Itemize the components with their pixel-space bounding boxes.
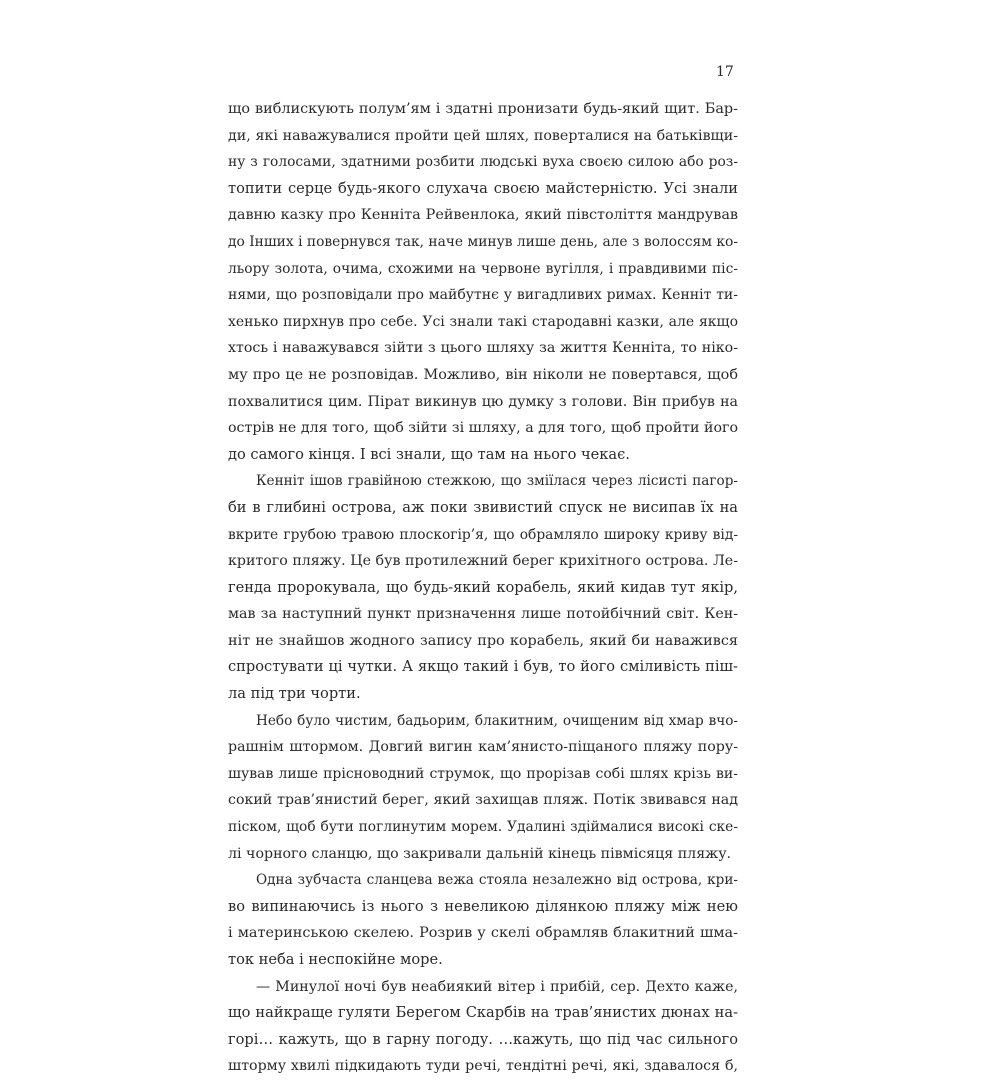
text-line: ну з голосами, здатними розбити людські вуха своєю силою або роз- — [228, 154, 738, 171]
text-line: хтось і наважувався зійти з цього шляху за життя Кенніта, то ніко- — [228, 340, 738, 357]
text-line: — Минулої ночі був неабиякий вітер і прибій, сер. Дехто каже, — [256, 978, 738, 995]
text-line: лі чорного сланцю, що закривали дальній кінець півмісяця пляжу. — [228, 845, 732, 862]
text-line: похвалитися цим. Пірат викинув цю думку з голови. Він прибув на — [228, 393, 738, 410]
text-line: до самого кінця. І всі знали, що там на нього чекає. — [228, 445, 630, 463]
text-line: критого пляжу. Це був протилежний берег крихітного острова. Ле- — [228, 553, 738, 570]
text-line: Кенніт ішов гравійною стежкою, що зміїлася через лісисті пагор- — [256, 473, 738, 490]
text-line: хенько пирхнув про себе. Усі знали такі стародавні казки, але якщо — [228, 313, 738, 330]
text-line: льору золота, очима, схожими на червоне вугілля, і правдивими піс- — [228, 260, 738, 277]
text-line: шторму хвилі підкидають туди речі, тендітні речі, які, здавалося б, — [228, 1058, 738, 1075]
text-line: ди, які наважувалися пройти цей шлях, поверталися на батьківщи- — [228, 127, 738, 144]
text-line: мав за наступний пункт призначення лише потойбічний світ. Кен- — [228, 606, 738, 623]
text-line: рашнім штормом. Довгий вигин кам’янисто-піщаного пляжу пору- — [228, 739, 738, 756]
text-line: спростувати ці чутки. А якщо такий і був, то його сміливість піш- — [228, 658, 738, 676]
text-line: Небо було чистим, бадьорим, блакитним, очищеним від хмар вчо- — [256, 712, 738, 729]
text-line: піском, щоб бути поглинутим морем. Удалині здіймалися високі ске- — [228, 819, 738, 836]
body-text — [228, 96, 738, 1080]
text-line: до Інших і повернувся так, наче минув лише день, але з волоссям ко- — [228, 233, 738, 250]
text-line: давню казку про Кенніта Рейвенлока, який півстоліття мандрував — [228, 207, 738, 224]
text-line: Одна зубчаста сланцева вежа стояла незалежно від острова, кри- — [256, 872, 738, 889]
text-line: нями, що розповідали про майбутнє у вигадливих римах. Кенніт ти- — [228, 287, 738, 304]
text-line: горі… кажуть, що в гарну погоду. …кажуть, що під час сильного — [228, 1030, 738, 1048]
text-line: що найкраще гуляти Берегом Скарбів на трав’янистих дюнах на- — [228, 1004, 738, 1022]
text-line: ла під три чорти. — [228, 685, 361, 703]
text-line: му про це не розповідав. Можливо, він ніколи не повертався, щоб — [228, 366, 738, 383]
text-line: во випинаючись із нього з невеликою ділянкою пляжу між нею — [228, 897, 738, 915]
text-line: що виблискують полум’ям і здатні пронизати будь-який щит. Бар- — [228, 101, 738, 117]
text-line: ніт не знайшов жодного запису про корабель, який би наважився — [228, 632, 738, 649]
text-line: острів не для того, щоб зійти зі шляху, а для того, щоб пройти його — [228, 420, 738, 437]
text-line: генда пророкувала, що будь-який корабель, який кидав тут якір, — [228, 578, 738, 596]
text-line: вкрите грубою травою плоскогір’я, що обрамляло широку криву від- — [228, 526, 738, 543]
text-line: і материнською скелею. Розрив у скелі обрамляв блакитний шма- — [228, 925, 738, 942]
text-line: би в глибині острова, аж поки звивистий спуск не висипав їх на — [228, 498, 738, 516]
text-line: сокий трав’янистий берег, який захищав пляж. Потік звивався над — [228, 792, 738, 809]
page-number: 17 — [716, 64, 734, 80]
text-line: ток неба і неспокійне море. — [228, 951, 443, 968]
text-line: топити серце будь-якого слухача своєю майстерністю. Усі знали — [228, 179, 738, 197]
text-line: шував лише прісноводний струмок, що прорізав собі шлях крізь ви- — [228, 765, 738, 782]
